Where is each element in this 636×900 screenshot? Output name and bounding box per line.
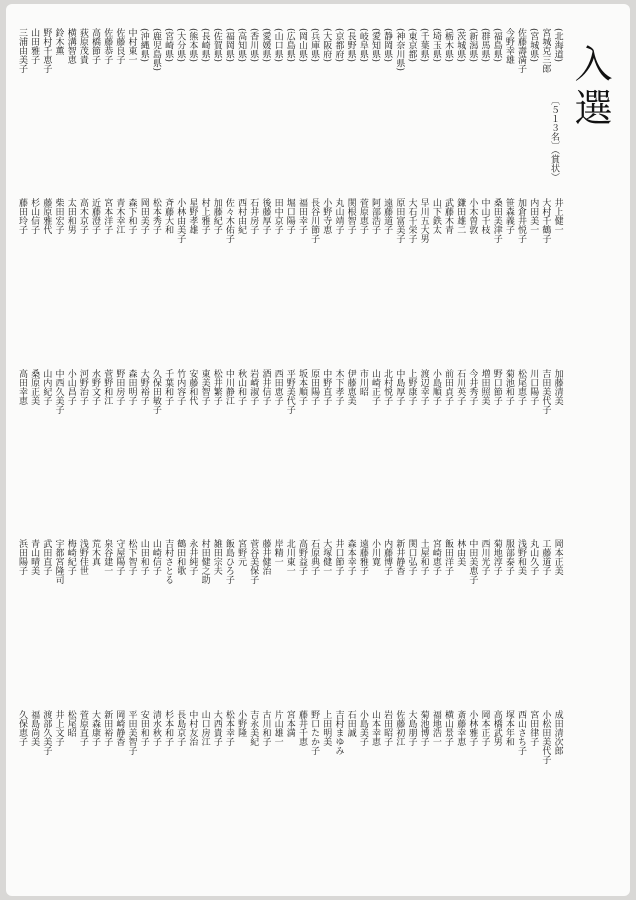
entrant-name: 宮城克三郎 [540, 28, 551, 73]
prefecture-heading: (高知県) [236, 28, 247, 63]
prefecture-heading: (大阪府) [321, 28, 332, 63]
entrant-name: 中島厚子 [394, 368, 405, 405]
prefecture-heading: (愛知県) [369, 28, 380, 63]
entrant-name: 小野隆 [236, 709, 247, 737]
entrant-name: 福地浩一 [430, 709, 441, 746]
entrant-name: 宮本満 [284, 709, 295, 737]
entrant-name: 山口房江 [199, 709, 210, 746]
entrant-name: 増田照美 [479, 368, 490, 405]
entrant-name: 加倉井悦子 [516, 198, 527, 244]
entrant-name: 内藤博子 [382, 539, 393, 576]
entrant-name: 秋山和子 [236, 368, 247, 405]
entrant-name: 新田裕子 [102, 709, 113, 746]
entrant-name: 川口陽子 [528, 368, 539, 405]
prefecture-heading: (宮崎県) [163, 28, 174, 63]
entrant-name: 福島尚美 [29, 709, 40, 746]
prefecture-heading: (群馬県) [479, 28, 490, 63]
entrant-name: 泉谷建一 [102, 539, 113, 576]
name-list-grid [16, 28, 564, 880]
entrant-name: 酒井信子 [260, 368, 271, 405]
entrant-name: 松井繁子 [211, 368, 222, 405]
entrant-name: 藤原雅代 [41, 198, 52, 235]
prefecture-heading: (千葉県) [418, 28, 429, 63]
entrant-name: 石田誠 [345, 709, 356, 737]
prefecture-heading: (広島県) [284, 28, 295, 63]
entrant-name: 鎌田雄二 [455, 198, 466, 235]
prefecture-heading: (静岡県) [382, 28, 393, 63]
entrant-name: 大野裕子 [138, 368, 149, 405]
entrant-name: 佐藤壽満子 [516, 28, 527, 73]
entrant-name: 早川五大男 [418, 198, 429, 244]
name-block [16, 28, 564, 198]
entrant-name: 坂本順子 [296, 368, 307, 405]
entrant-name: 小木曽敦 [467, 198, 478, 235]
entrant-name: 鈴木薫 [53, 28, 64, 55]
entrant-name: 小林雅子 [467, 709, 478, 746]
entrant-name: 小島順子 [430, 368, 441, 405]
entrant-name: 田中京子 [272, 198, 283, 235]
entrant-name: 前田貞子 [443, 368, 454, 405]
entrant-name: 山下鉄太 [430, 198, 441, 235]
entrant-name: 鶴田和歌 [175, 539, 186, 576]
entrant-name: 斎藤幸恵 [455, 709, 466, 746]
entrant-name: 松尾恵子 [516, 368, 527, 405]
entrant-name: 菅谷美保子 [248, 539, 259, 585]
entrant-name: 丸山久子 [528, 539, 539, 576]
entrant-name: 上野康子 [406, 368, 417, 405]
prefecture-heading: (熊本県) [187, 28, 198, 63]
entrant-name: 西川光子 [479, 539, 490, 576]
entrant-name: 三浦由美子 [17, 28, 27, 73]
entrant-name: 藤田玲子 [17, 198, 27, 235]
entrant-name: 菅原恵子 [357, 198, 368, 235]
entrant-name: 高野益子 [296, 539, 307, 576]
entrant-name: 安藤和代 [187, 368, 198, 405]
entrant-name: 中西久美子 [53, 368, 64, 414]
entrant-name: 森本幸子 [345, 539, 356, 576]
entrant-name: 渡部久美子 [41, 709, 52, 755]
entrant-name: 井口節子 [333, 539, 344, 576]
page-subtitle: 〔５１３名〕（賞状） [549, 96, 559, 182]
entrant-name: 長島京子 [175, 709, 186, 746]
entrant-name: 中村友治 [187, 709, 198, 746]
entrant-name: 西村由紀 [236, 198, 247, 235]
prefecture-heading: (栃木県) [443, 28, 454, 63]
entrant-name: 村田健之助 [199, 539, 210, 585]
entrant-name: 服部泰子 [503, 539, 514, 576]
entrant-name: 小松田美代子 [540, 709, 551, 764]
entrant-name: 野口たか子 [309, 709, 320, 755]
entrant-name: 杉山信子 [29, 198, 40, 235]
entrant-name: 岡田美子 [138, 198, 149, 235]
entrant-name: 宮本洋子 [102, 198, 113, 235]
entrant-name: 横溝智恵 [65, 28, 76, 64]
entrant-name: 清水秋子 [150, 709, 161, 746]
entrant-name: 北川東一 [284, 539, 295, 576]
entrant-name: 小林由美子 [175, 198, 186, 244]
entrant-name: 大森康子 [90, 709, 101, 746]
entrant-name: 小野寺恵 [321, 198, 332, 235]
entrant-name: 阿部浩子 [369, 198, 380, 235]
entrant-name: 千葉和子 [163, 368, 174, 405]
entrant-name: 山内紀子 [41, 368, 52, 405]
entrant-name: 今野幸雄 [503, 28, 514, 64]
entrant-name: 加藤紀子 [211, 198, 222, 235]
prefecture-heading: (福島県) [491, 28, 502, 63]
prefecture-heading: (大分県) [175, 28, 186, 63]
entrant-name: 丸山靖子 [333, 198, 344, 235]
entrant-name: 林由美 [455, 539, 466, 567]
entrant-name: 宮野元 [236, 539, 247, 567]
entrant-name: 井上文子 [53, 709, 64, 746]
entrant-name: 平田美智子 [126, 709, 137, 755]
entrant-name: 浅野和美 [516, 539, 527, 576]
entrant-name: 野口節子 [491, 368, 502, 405]
entrant-name: 菊池和子 [503, 368, 514, 405]
entrant-name: 石原典子 [309, 539, 320, 576]
entrant-name: 永井純子 [187, 539, 198, 576]
entrant-name: 岡本正子 [479, 709, 490, 746]
entrant-name: 久保恵子 [17, 709, 27, 746]
name-block [16, 539, 564, 709]
entrant-name: 森下和子 [126, 198, 137, 235]
entrant-name: 松本秀子 [150, 198, 161, 235]
entrant-name: 伊藤恵美 [345, 368, 356, 405]
entrant-name: 大石千栄子 [406, 198, 417, 244]
entrant-name: 竹内容子 [175, 368, 186, 405]
entrant-name: 宇都宮隆司 [53, 539, 64, 585]
prefecture-heading: (神奈川県) [394, 28, 405, 72]
entrant-name: 中村東一 [126, 28, 137, 64]
entrant-name: 荒木真 [90, 539, 101, 567]
entrant-name: 山崎信子 [150, 539, 161, 576]
entrant-name: 武田直子 [41, 539, 52, 576]
entrant-name: 斉藤大和 [163, 198, 174, 235]
entrant-name: 内田美一 [528, 198, 539, 235]
entrant-name: 菊地淳子 [491, 539, 502, 576]
entrant-name: 大西貴子 [211, 709, 222, 746]
entrant-name: 青木幸江 [114, 198, 125, 235]
entrant-name: 柴田宏子 [53, 198, 64, 235]
entrant-name: 飯島ひろ子 [223, 539, 234, 585]
entrant-name: 岡本正美 [552, 539, 563, 576]
entrant-name: 小島美子 [357, 709, 368, 746]
entrant-name: 高橋節子 [90, 28, 101, 64]
prefecture-heading: (沖縄県) [138, 28, 149, 63]
entrant-name: 新井静香 [394, 539, 405, 576]
entrant-name: 野村千恵子 [41, 28, 52, 73]
prefecture-heading: (京都府) [333, 28, 344, 63]
entrant-name: 東美智子 [199, 368, 210, 405]
prefecture-heading: (長崎県) [199, 28, 210, 63]
prefecture-heading: (岐阜県) [357, 28, 368, 63]
entrant-name: 遠藤道子 [382, 198, 393, 235]
entrant-name: 雑田宗夫 [211, 539, 222, 576]
entrant-name: 土屋和子 [418, 539, 429, 576]
entrant-name: 片山雄一 [272, 709, 283, 746]
entrant-name: 長谷川節子 [309, 198, 320, 244]
entrant-name: 桑原正美 [29, 368, 40, 405]
entrant-name: 北村悦子 [382, 368, 393, 405]
entrant-name: 横山景子 [443, 709, 454, 746]
entrant-name: 堀口陽子 [284, 198, 295, 235]
prefecture-heading: (東京都) [406, 28, 417, 63]
entrant-name: 渡辺幸子 [418, 368, 429, 405]
entrant-name: 小山昌子 [65, 368, 76, 405]
entrant-name: 桑田美津子 [491, 198, 502, 244]
entrant-name: 中野直子 [321, 368, 332, 405]
prefecture-heading: (鹿児島県) [150, 28, 161, 72]
entrant-name: 大島朋子 [406, 709, 417, 746]
entrant-name: 宮崎恵子 [430, 539, 441, 576]
entrant-name: 今井秀子 [467, 368, 478, 405]
entrant-name: 岩田昭子 [382, 709, 393, 746]
entrant-name: 市川昭 [357, 368, 368, 396]
prefecture-heading: (山口県) [272, 28, 283, 63]
entrant-name: 西山さち子 [516, 709, 527, 755]
entrant-name: 松本幸子 [223, 709, 234, 746]
name-block [16, 369, 564, 539]
prefecture-heading: (岡山県) [296, 28, 307, 63]
entrant-name: 木下孝子 [333, 368, 344, 405]
page-title: 入選 [568, 44, 612, 132]
entrant-name: 平野美代子 [284, 368, 295, 414]
entrant-name: 吉永美紀 [248, 709, 259, 746]
entrant-name: 古川和子 [260, 709, 271, 746]
entrant-name: 吉村まゆみ [333, 709, 344, 755]
entrant-name: 守屋陽子 [114, 539, 125, 576]
entrant-name: 中田美恵子 [467, 539, 478, 585]
entrant-name: 飯田洋子 [443, 539, 454, 576]
entrant-name: 松下智子 [126, 539, 137, 576]
entrant-name: 安田和子 [138, 709, 149, 746]
entrant-name: 大村千鶴子 [540, 198, 551, 244]
entrant-name: 福田幸子 [296, 198, 307, 235]
entrant-name: 遠藤雅子 [357, 539, 368, 576]
entrant-name: 佐藤良子 [114, 28, 125, 64]
prefecture-heading: (兵庫県) [309, 28, 320, 63]
entrant-name: 中山千枝 [479, 198, 490, 235]
name-block [16, 198, 564, 368]
entrant-name: 高田幸恵 [17, 368, 27, 405]
document-page [6, 4, 630, 896]
entrant-name: 西田恵子 [272, 368, 283, 405]
entrant-name: 吉田美代子 [540, 368, 551, 414]
entrant-name: 荻原茂貴 [77, 28, 88, 64]
entrant-name: 藤井千恵 [296, 709, 307, 746]
entrant-name: 宮田律子 [528, 709, 539, 746]
entrant-name: 後藤厚子 [260, 198, 271, 235]
prefecture-heading: (新潟県) [467, 28, 478, 63]
entrant-name: 高橋武男 [491, 709, 502, 746]
entrant-name: 青山晴美 [29, 539, 40, 576]
entrant-name: 久保田敏子 [150, 368, 161, 414]
prefecture-heading: (茨城県) [455, 28, 466, 63]
entrant-name: 杉本和子 [163, 709, 174, 746]
entrant-name: 村上雅子 [199, 198, 210, 235]
prefecture-heading: (長野県) [345, 28, 356, 63]
entrant-name: 関口弘子 [406, 539, 417, 576]
entrant-name: 佐藤初江 [394, 709, 405, 746]
entrant-name: 佐々木佑子 [223, 198, 234, 244]
entrant-name: 井上健一 [552, 198, 563, 235]
entrant-name: 岸精一 [272, 539, 283, 567]
entrant-name: 塚本年和 [503, 709, 514, 746]
entrant-name: 石川英子 [455, 368, 466, 405]
entrant-name: 山崎正子 [369, 368, 380, 405]
entrant-name: 浜田陽子 [17, 539, 27, 576]
prefecture-heading: (宮城県) [528, 28, 539, 63]
entrant-name: 岡崎静香 [114, 709, 125, 746]
entrant-name: 関根智子 [345, 198, 356, 235]
prefecture-heading: (愛媛県) [260, 28, 271, 63]
entrant-name: 菊池博子 [418, 709, 429, 746]
prefecture-heading: (福岡県) [223, 28, 234, 63]
entrant-name: 原田陽子 [309, 368, 320, 405]
entrant-name: 菅野和江 [102, 368, 113, 405]
entrant-name: 河野治子 [77, 368, 88, 405]
entrant-name: 上田明美 [321, 709, 332, 746]
entrant-name: 武藤木青 [443, 198, 454, 235]
entrant-name: 吉村さとる [163, 539, 174, 585]
entrant-name: 水野文子 [90, 368, 101, 405]
entrant-name: 小川寛 [369, 539, 380, 567]
entrant-name: 藤井健治 [260, 539, 271, 576]
entrant-name: 高木京子 [77, 198, 88, 235]
entrant-name: 近藤澄子 [90, 198, 101, 235]
entrant-name: 山本幸恵 [369, 709, 380, 746]
prefecture-heading: (佐賀県) [211, 28, 222, 63]
entrant-name: 浅野佳世 [77, 539, 88, 576]
entrant-name: 中川静江 [223, 368, 234, 405]
entrant-name: 工藤道子 [540, 539, 551, 576]
entrant-name: 森田明子 [126, 368, 137, 405]
entrant-name: 松尾昭 [65, 709, 76, 737]
entrant-name: 太田和男 [65, 198, 76, 235]
entrant-name: 笹森義子 [503, 198, 514, 235]
entrant-name: 梅崎紀子 [65, 539, 76, 576]
entrant-name: 原田富美子 [394, 198, 405, 244]
entrant-name: 星野孝雄 [187, 198, 198, 235]
entrant-name: 岩崎淑子 [248, 368, 259, 405]
entrant-name: 佐藤恭子 [102, 28, 113, 64]
entrant-name: 成田清次郎 [552, 709, 563, 755]
entrant-name: 山田和子 [138, 539, 149, 576]
entrant-name: 石井房子 [248, 198, 259, 235]
entrant-name: 加藤清美 [552, 368, 563, 405]
prefecture-heading: (北海道) [552, 28, 563, 63]
prefecture-heading: (埼玉県) [430, 28, 441, 63]
entrant-name: 野田房子 [114, 368, 125, 405]
entrant-name: 菅原直子 [77, 709, 88, 746]
entrant-name: 大塚健一 [321, 539, 332, 576]
entrant-name: 山田雅子 [29, 28, 40, 64]
name-block [16, 710, 564, 880]
prefecture-heading: (香川県) [248, 28, 259, 63]
